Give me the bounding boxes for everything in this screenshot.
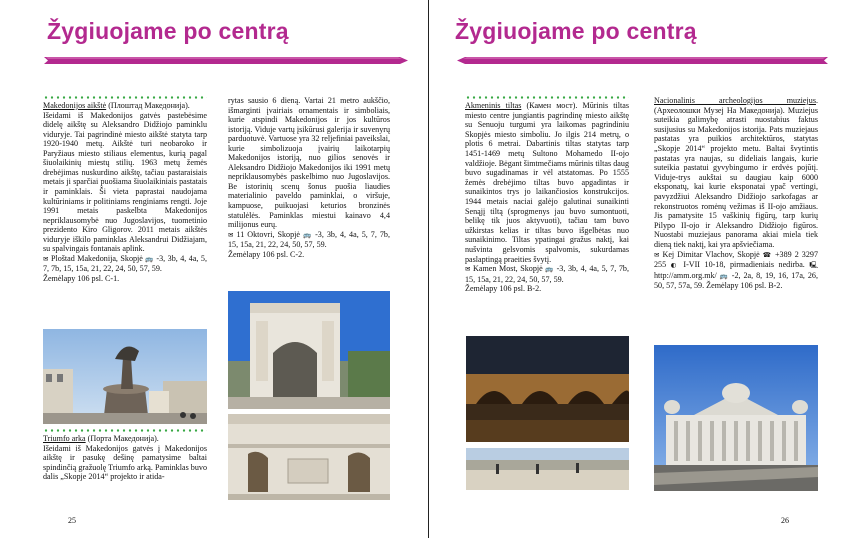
bus-icon: 🚌 bbox=[719, 271, 729, 280]
page-title-left: Žygiuojame po centrą bbox=[47, 18, 289, 44]
clock-icon: ◐ bbox=[670, 261, 679, 270]
section-body: rytas sausio 6 dieną. Vartai 21 metro aukščio, išmarginti įvairiais ornamentais ir simboliais, kurie atspindi Makedonijos ir jos kultūros istoriją. Viduje vartų įsikūrusi galerija ir suvenyrų parduotuvė. Vartuose yra 32 reljefiniai paveikslai, kurie simbolizuoja įvairių laikotarpių Makedonijos istoriją, nuo gilios senovės ir Aleksandro Didžiojo Makedonijos iki 1991 metų nepriklausomybės paskelbimo nuo Jugoslavijos. Be istorinių scenų šonus puošia liaudies materialinio paveldo paminklai, o viršuje, kampuose, puikuojasi keturios bronzinės statulėlės. Paminklas miestui kainavo 4,4 milijonus eurų. bbox=[228, 96, 390, 230]
title-banner-right bbox=[455, 54, 830, 67]
right-column-2 bbox=[654, 96, 818, 291]
photo-triumphal-arch bbox=[228, 291, 390, 409]
bus-icon: 🚌 bbox=[145, 254, 154, 263]
contact-line: ✉ Kej Dimitar Vlachov, Skopjė ☎ +389 2 3297 255 ◐ I-VII 10-18, pirmadieniais nedirba. 🖳 http://amm.org.mk/ 🚌 -2, 2a, 8, 19, 16, 17a, 26, 50, 57, 57a, 59. Žemėlapy 106 psl. B-2. bbox=[654, 249, 819, 291]
dotted-divider bbox=[43, 96, 207, 99]
map-reference: Žemėlapy 106 psl. C-2. bbox=[228, 249, 305, 259]
phone-icon: ☎ bbox=[762, 250, 772, 259]
dotted-divider bbox=[465, 96, 629, 99]
mail-icon: ✉ bbox=[228, 230, 234, 239]
dotted-divider bbox=[43, 429, 207, 432]
computer-icon: 🖳 bbox=[809, 261, 819, 270]
address-line: ✉ Kamen Most, Skopjė 🚌 -3, 3b, 4, 4a, 5, 7, 7b, 15, 15a, 21, 22, 24, 50, 57, 59. bbox=[465, 264, 630, 284]
mail-icon: ✉ bbox=[654, 250, 660, 259]
left-page bbox=[0, 0, 428, 538]
photo-alexander-monument bbox=[43, 329, 207, 424]
page-number-left: 25 bbox=[68, 516, 76, 525]
section-heading: Nacionalinis archeologijos muziejus. (Археолошки Музеј На Македонија). Muziejus suteikia galimybę atrasti nuostabius faktus susijusius su Makedonijos istorija. Pats muziejaus pastatas yra puikios architektūros, statytas „Skopje 2014“ projekto metu. Baltai švytintis pastatas yra naujas, su dideliais langais, kurie suteikia pastatui gyvybingumo ir erdvės pojūtį. Viduje-trys aukštai su daugiau kaip 6000 eksponatų, kai kurie eksponatai ypač vertingi, pavyzdžiui Aleksandro Didžiojo sarkofagas ar rekonstruotos romėnų vežimas iš II-ojo amžiaus. Jis pamatysite 15 vaškinių figūrų, tarp kurių Pilypo II-ojo ir Aleksandro Didžiojo figūros. Nuostabi muziejaus panorama akiai miela tiek dieną tiek naktį, kai yra apšviečiama. bbox=[654, 96, 818, 249]
bus-icon: 🚌 bbox=[545, 265, 555, 274]
mail-icon: ✉ bbox=[465, 265, 471, 274]
address-line: ✉ Ploštad Makedonija, Skopjė 🚌 -3, 3b, 4, 4a, 5, 7, 7b, 15, 15a, 21, 22, 24, 50, 57, 59. bbox=[43, 253, 207, 274]
left-column-1-continued bbox=[43, 429, 207, 482]
photo-archaeology-museum bbox=[654, 345, 818, 491]
left-column-2 bbox=[228, 96, 390, 259]
title-banner-left bbox=[42, 54, 410, 67]
map-reference: Žemėlapy 106 psl. B-2. bbox=[465, 284, 542, 294]
section-heading: Akmeninis tiltas (Камен мост). Mūrinis tiltas miesto centre jungiantis pagrindinę miesto aikštę su Senuoju turgumi yra laikomas pagrindiniu Skopjės miesto simboliu. Jo ilgis 214 metrų, o plotis 6 metrai. Dabartinis tiltas statytas tarp 1451-1469 metų Sultono Mohamedo II-ojo valdžioje. Bėgant šimtmečiams mūrinis tiltas daug buvo sugadinamas ir vėl atstatomas. Po 1555 žemės drebėjimo tiltas buvo apgadintas ir sunaikintos trys jo laikančiosios konstrukcijos. 1944 metais naciai galėjo galutinai sunaikinti Senąjį tiltą (sprogmenys jau buvo sumontuoti, belikę tik juos aktyvuoti), tačiau tam buvo užkirstas kelias ir tiltas buvo išgelbėtas nuo sunaikinimo. Tiltas ypatingai gražus naktį, kai nušvinta gelsvomis spalvomis, sukurdamas paslaptingą praeities švytį. bbox=[465, 101, 629, 264]
photo-stone-bridge-day bbox=[466, 448, 629, 490]
address-line: ✉ 11 Oktovri, Skopjė 🚌 -3, 3b, 4, 4a, 5, 7, 7b, 15, 15a, 21, 22, 24, 50, 57, 59. bbox=[228, 229, 390, 250]
right-column-1 bbox=[465, 96, 629, 294]
mail-icon: ✉ bbox=[43, 254, 49, 263]
photo-arch-relief bbox=[228, 414, 390, 500]
section-heading: Makedonijos aikštė (Плоштад Македонија). bbox=[43, 101, 190, 110]
map-reference: Žemėlapy 106 psl. C-1. bbox=[43, 273, 120, 283]
page-title-right: Žygiuojame po centrą bbox=[455, 18, 697, 44]
section-body: Išeidami iš Makedonijos gatvės į Makedonijos aikštę ir pasukę dešinę pamatysime baltai spindinčią gražuolę Triumfo arką. Paminklas buvo dalis „Skopje 2014“ projekto ir atida- bbox=[43, 443, 207, 482]
left-column-1 bbox=[43, 96, 207, 283]
photo-stone-bridge-night bbox=[466, 336, 629, 442]
right-page bbox=[429, 0, 857, 538]
section-body: Išeidami iš Makedonijos gatvės pastebėsime didelę aikštę su Aleksandro Didžiojo paminklu viduryje. Tai pagrindinė miesto aikštė statyta tarp 1920-1940 metų. Aikštė turi neobaroko ir Paryžiaus miesto stiliaus elementus, kurią pagal šiuolaikinių miestų stilių. 1963 metų žemės drebėjimas nuskurdino aikštę, tačiau pastaraisiais metais ji sparčiai puošiama šiuolaikiniais pastatais ir paminklais. Ši vieta paprastai naudojama kultūriniams ir politiniams renginiams rengti. Joje 1991 metais paskelbta Makedonijos nepriklausomybė nuo Jugoslavijos, tuometinio prezidento Kiro Gligorov. 2011 metais aikštės viduryje iškilo paminklas Aleksandrui Didžiajam, su spalvingais fontanais aplink. bbox=[43, 110, 207, 254]
section-heading: Triumfo arka (Порта Македонија). bbox=[43, 434, 159, 443]
page-number-right: 26 bbox=[781, 516, 789, 525]
bus-icon: 🚌 bbox=[302, 230, 313, 239]
